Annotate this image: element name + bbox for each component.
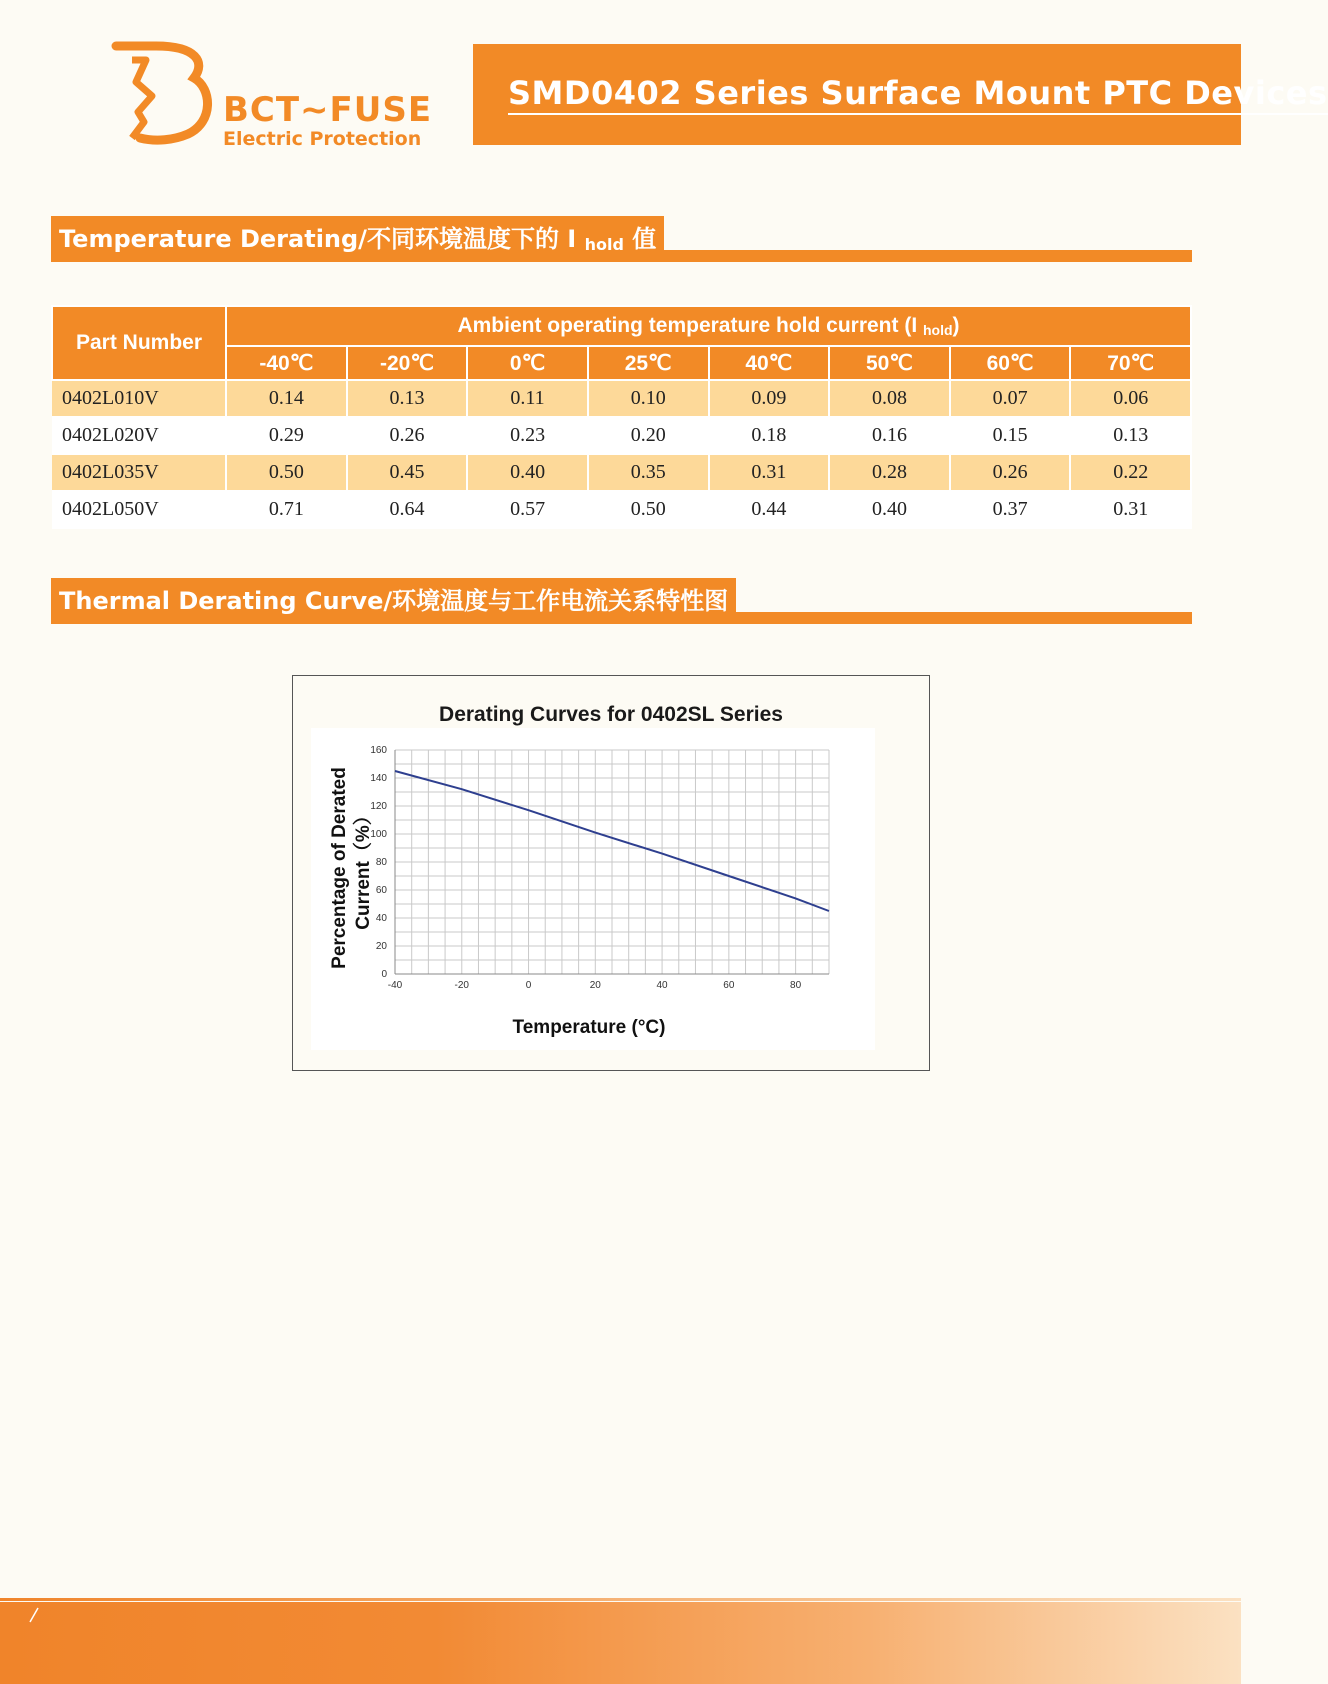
x-tick-label: 80 (790, 980, 802, 991)
hold-current-cell: 0.15 (950, 417, 1071, 454)
x-tick-label: -40 (387, 980, 403, 991)
part-number-cell: 0402L010V (52, 380, 226, 417)
hold-current-cell: 0.40 (467, 454, 588, 491)
hold-current-cell: 0.20 (588, 417, 709, 454)
hold-current-cell: 0.16 (829, 417, 950, 454)
hold-current-cell: 0.31 (709, 454, 830, 491)
hold-current-cell: 0.26 (347, 417, 468, 454)
temperature-group-header: Ambient operating temperature hold current (I $_{hold}$) (226, 306, 1191, 346)
footer-rule (0, 1598, 1241, 1601)
chart-plot-panel (311, 728, 875, 1050)
section-header-thermal-curve (51, 578, 1192, 624)
hold-current-cell: 0.26 (950, 454, 1071, 491)
table-row (52, 491, 1191, 528)
title-banner (473, 44, 1328, 145)
document-title: SMD0402 Series Surface Mount PTC Devices (508, 74, 1328, 115)
y-tick-label: 100 (370, 829, 387, 840)
hold-current-cell: 0.18 (709, 417, 830, 454)
hold-current-cell: 0.40 (829, 491, 950, 528)
chart-svg (311, 728, 875, 1050)
y-tick-label: 160 (370, 745, 387, 756)
hold-current-cell: 0.44 (709, 491, 830, 528)
hold-current-cell: 0.13 (347, 380, 468, 417)
logo-mark-icon (110, 38, 220, 148)
temperature-column-header: 60℃ (950, 346, 1071, 380)
hold-current-cell: 0.06 (1070, 380, 1191, 417)
hold-current-cell: 0.11 (467, 380, 588, 417)
part-number-header: Part Number (52, 306, 226, 380)
table-row (52, 454, 1191, 491)
table-row (52, 380, 1191, 417)
brand-tagline: Electric Protection (223, 128, 422, 150)
y-tick-label: 40 (375, 913, 387, 924)
brand-logo (110, 38, 433, 150)
footer-slash-icon (28, 1606, 42, 1624)
x-axis-label: Temperature (°C) (512, 1017, 666, 1038)
y-axis-label-line2: Current（%） (353, 806, 374, 930)
brand-name: BCT~FUSE (223, 90, 433, 130)
hold-current-cell: 0.35 (588, 454, 709, 491)
section-title: Thermal Derating Curve/环境温度与工作电流关系特性图 (51, 578, 736, 624)
hold-current-cell: 0.28 (829, 454, 950, 491)
temperature-column-header: 40℃ (709, 346, 830, 380)
temperature-column-header: 70℃ (1070, 346, 1191, 380)
y-tick-label: 0 (381, 969, 387, 980)
x-tick-label: 0 (525, 980, 532, 991)
hold-current-cell: 0.07 (950, 380, 1071, 417)
x-tick-label: 20 (589, 980, 601, 991)
y-axis-label-line1: Percentage of Derated (329, 767, 350, 969)
temperature-column-header: 25℃ (588, 346, 709, 380)
hold-current-cell: 0.37 (950, 491, 1071, 528)
derating-table (51, 305, 1192, 529)
hold-current-cell: 0.08 (829, 380, 950, 417)
hold-current-cell: 0.23 (467, 417, 588, 454)
hold-current-cell: 0.57 (467, 491, 588, 528)
hold-current-cell: 0.64 (347, 491, 468, 528)
hold-current-cell: 0.31 (1070, 491, 1191, 528)
y-tick-label: 20 (375, 941, 387, 952)
part-number-cell: 0402L020V (52, 417, 226, 454)
section-title: Temperature Derating/不同环境温度下的 I $_{hold}$ 值 (51, 216, 664, 262)
table-row (52, 417, 1191, 454)
footer-band (0, 1602, 1241, 1684)
hold-current-cell: 0.45 (347, 454, 468, 491)
part-number-cell: 0402L050V (52, 491, 226, 528)
x-tick-label: -20 (454, 980, 469, 991)
section-header-temperature-derating (51, 216, 1192, 262)
hold-current-cell: 0.71 (226, 491, 347, 528)
y-tick-label: 120 (370, 801, 387, 812)
temperature-column-header: 0℃ (467, 346, 588, 380)
hold-current-cell: 0.29 (226, 417, 347, 454)
hold-current-cell: 0.10 (588, 380, 709, 417)
temperature-column-header: -40℃ (226, 346, 347, 380)
temperature-column-header: -20℃ (347, 346, 468, 380)
hold-current-cell: 0.50 (226, 454, 347, 491)
chart-title: Derating Curves for 0402SL Series (439, 703, 783, 726)
hold-current-cell: 0.09 (709, 380, 830, 417)
hold-current-cell: 0.22 (1070, 454, 1191, 491)
y-tick-label: 80 (375, 857, 387, 868)
hold-current-cell: 0.13 (1070, 417, 1191, 454)
hold-current-cell: 0.14 (226, 380, 347, 417)
y-tick-label: 60 (375, 885, 387, 896)
x-tick-label: 60 (723, 980, 735, 991)
derating-chart (292, 675, 930, 1071)
part-number-cell: 0402L035V (52, 454, 226, 491)
x-tick-label: 40 (656, 980, 668, 991)
hold-current-cell: 0.50 (588, 491, 709, 528)
temperature-column-header: 50℃ (829, 346, 950, 380)
y-tick-label: 140 (370, 773, 387, 784)
